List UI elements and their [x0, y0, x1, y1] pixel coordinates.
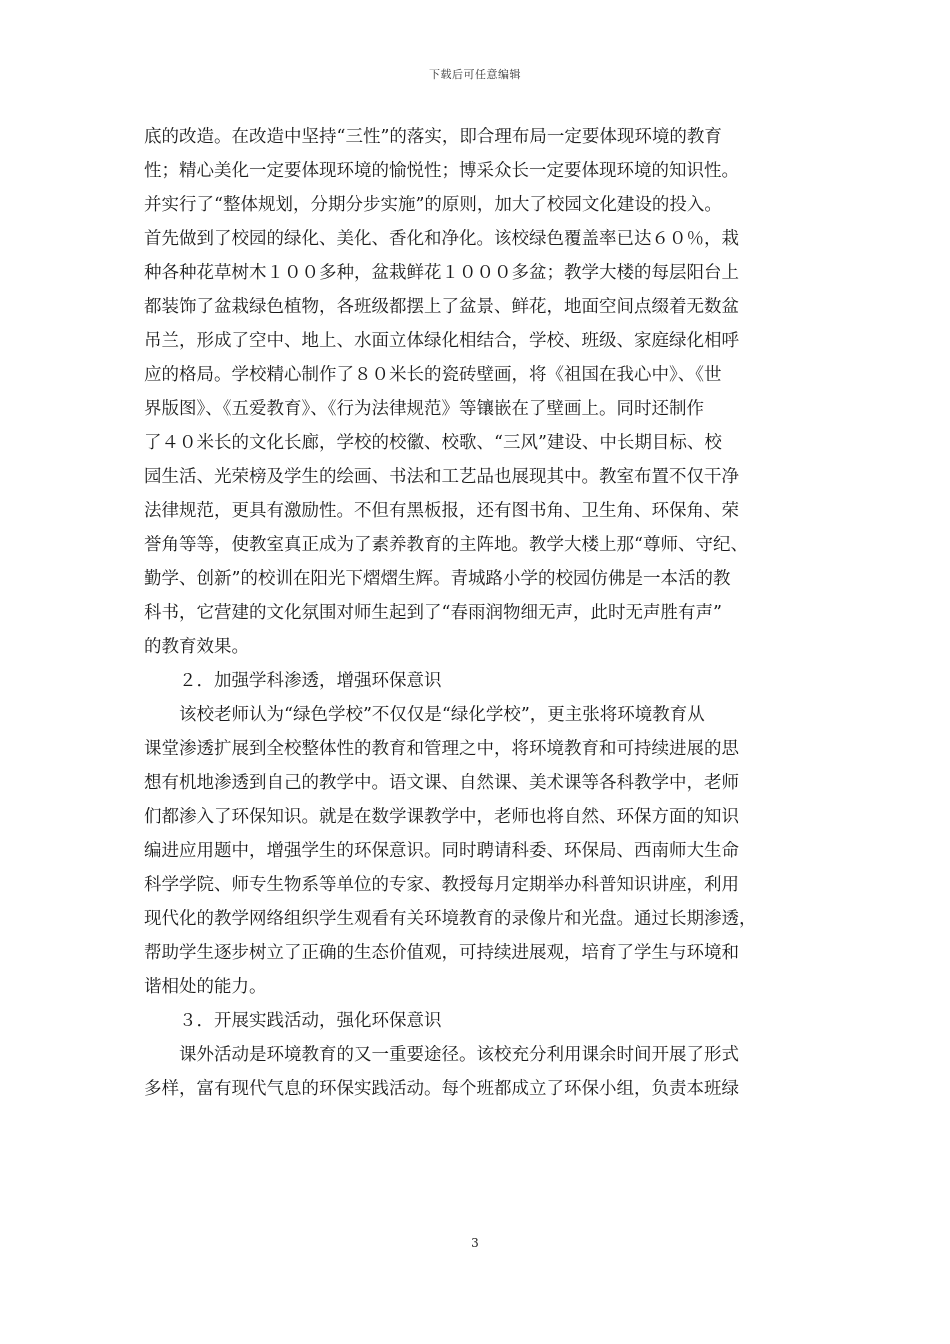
text-line: ２．加强学科渗透，增强环保意识	[144, 671, 442, 691]
text-line: 的教育效果。	[144, 637, 249, 657]
text-line: 编进应用题中，增强学生的环保意识。同时聘请科委、环保局、西南师大生命	[144, 841, 739, 861]
text-line: 了４０米长的文化长廊，学校的校徽、校歌、“三风”建设、中长期目标、校	[144, 433, 722, 453]
text-line: 园生活、光荣榜及学生的绘画、书法和工艺品也展现其中。教室布置不仅干净	[144, 467, 739, 487]
text-line: 谐相处的能力。	[144, 977, 267, 997]
body-text	[144, 120, 824, 1106]
text-line: 们都渗入了环保知识。就是在数学课教学中，老师也将自然、环保方面的知识	[144, 807, 739, 827]
text-line: 性；精心美化一定要体现环境的愉悦性；博采众长一定要体现环境的知识性。	[144, 161, 739, 181]
text-line: 多样，富有现代气息的环保实践活动。每个班都成立了环保小组，负责本班绿	[144, 1079, 739, 1099]
text-line: 底的改造。在改造中坚持“三性”的落实，即合理布局一定要体现环境的教育	[144, 127, 722, 147]
text-line: 科书，它营建的文化氛围对师生起到了“春雨润物细无声，此时无声胜有声”	[144, 603, 722, 623]
text-line: ３．开展实践活动，强化环保意识	[144, 1011, 442, 1031]
text-line: 首先做到了校园的绿化、美化、香化和净化。该校绿色覆盖率已达６０％，栽	[144, 229, 739, 249]
text-line: 界版图》、《五爱教育》、《行为法律规范》等镶嵌在了壁画上。同时还制作	[144, 399, 704, 419]
text-line: 都装饰了盆栽绿色植物，各班级都摆上了盆景、鲜花，地面空间点缀着无数盆	[144, 297, 739, 317]
text-line: 吊兰，形成了空中、地上、水面立体绿化相结合，学校、班级、家庭绿化相呼	[144, 331, 739, 351]
text-line: 课外活动是环境教育的又一重要途径。该校充分利用课余时间开展了形式	[144, 1045, 739, 1065]
text-line: 并实行了“整体规划，分期分步实施”的原则，加大了校园文化建设的投入。	[144, 195, 722, 215]
text-line: 想有机地渗透到自己的教学中。语文课、自然课、美术课等各科教学中，老师	[144, 773, 739, 793]
text-line: 法律规范，更具有激励性。不但有黑板报，还有图书角、卫生角、环保角、荣	[144, 501, 739, 521]
text-line: 科学学院、师专生物系等单位的专家、教授每月定期举办科普知识讲座，利用	[144, 875, 739, 895]
text-line: 该校老师认为“绿色学校”不仅仅是“绿化学校”，更主张将环境教育从	[144, 705, 705, 725]
text-line: 课堂渗透扩展到全校整体性的教育和管理之中，将环境教育和可持续进展的思	[144, 739, 739, 759]
text-line: 帮助学生逐步树立了正确的生态价值观，可持续进展观，培育了学生与环境和	[144, 943, 739, 963]
text-line: 现代化的教学网络组织学生观看有关环境教育的录像片和光盘。通过长期渗透，	[144, 909, 757, 929]
text-line: 誉角等等，使教室真正成为了素养教育的主阵地。教学大楼上那“尊师、守纪、	[144, 535, 748, 555]
text-line: 应的格局。学校精心制作了８０米长的瓷砖壁画，将《祖国在我心中》、《世	[144, 365, 722, 385]
text-line: 勤学、创新”的校训在阳光下熠熠生辉。青城路小学的校园仿佛是一本活的教	[144, 569, 731, 589]
page-number: 3	[471, 1236, 479, 1250]
page-header: 下载后可任意编辑	[429, 68, 521, 81]
text-line: 种各种花草树木１００多种，盆栽鲜花１０００多盆；教学大楼的每层阳台上	[144, 263, 739, 283]
